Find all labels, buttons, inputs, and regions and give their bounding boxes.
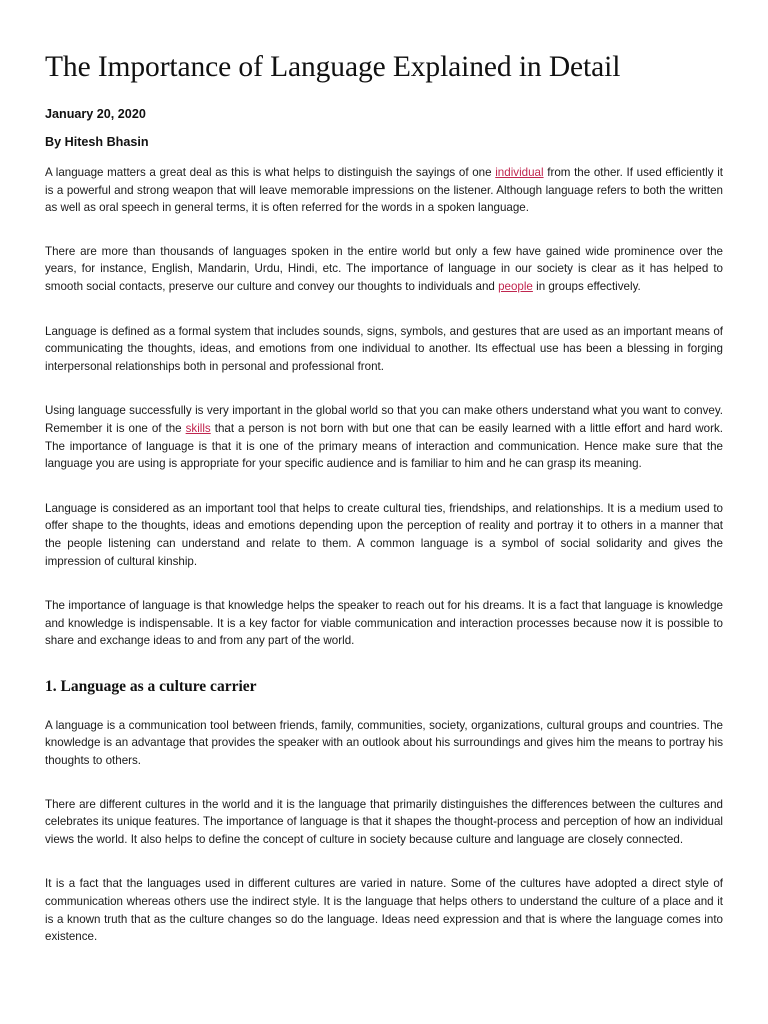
paragraph-3: Language is defined as a formal system that includes sounds, signs, symbols, and gestures that are used as an important means of communicating the thoughts, ideas, and emotions from one individual to another. Its effectual use has been a blessing in forging interpersonal relationships both in personal and professional front. — [45, 324, 723, 373]
paragraph-6: The importance of language is that knowledge helps the speaker to reach out for his dreams. It is a fact that language is knowledge and knowledge is indispensable. It is a key factor for viable communication and interaction processes because now it is possible to share and exchange ideas to and from any part of the world. — [45, 599, 723, 648]
section-1-paragraph-1: A language is a communication tool between friends, family, communities, society, organizations, cultural groups and countries. The knowledge is an advantage that provides the speaker with an outlook about his surroundings and gives him the means to portray his thoughts to others. — [45, 718, 723, 768]
paragraph-4-text-end: that a person is not born with but one that can be easily learned with a little effort and hard work. The importance of language is that it is one of the primary means of interaction and communication. Hence make sure that the language you are using is appropriate for your specific audience and is familiar to him and he can grasp its meaning. — [45, 421, 723, 471]
publish-date: January 20, 2020 — [45, 107, 146, 121]
section-1-paragraph-3: It is a fact that the languages used in different cultures are varied in nature. Some of the cultures have adopted a direct style of communication whereas others use the indirect style. It is the language that helps others to understand the culture of a place and it is a known truth that as the culture changes so do the language. Ideas need expression and that is where the language comes into existence. — [45, 877, 723, 944]
paragraph-2 — [45, 243, 723, 296]
paragraph-4-text-start: Using language successfully is very important in the global world so that you can make others understand what you want to convey. Remember it is one of the — [45, 404, 723, 435]
paragraph-2-text-end: in groups effectively. — [532, 279, 641, 293]
link-individual[interactable]: individual — [495, 166, 544, 179]
article-title: The Importance of Language Explained in Detail — [45, 51, 621, 83]
link-skills[interactable]: skills — [185, 421, 211, 435]
paragraph-4 — [45, 402, 723, 472]
paragraph-2-text-start: There are more than thousands of languages spoken in the entire world but only a few have gained wide prominence over the years, for instance, English, Mandarin, Urdu, Hindi, etc. The importance of language in our society is clear as it has helped to smooth social contacts, preserve our culture and convey our thoughts to individuals and — [45, 244, 723, 293]
author-byline: By Hitesh Bhasin — [45, 135, 149, 149]
paragraph-5: Language is considered as an important tool that helps to create cultural ties, friendships, and relationships. It is a medium used to offer shape to the thoughts, ideas and emotions depending upon the perception of reality and portray it to others in a manner that the people listening can understand and relate to them. A common language is a symbol of social solidarity and gives the impression of cultural kinship. — [45, 501, 723, 568]
section-1-paragraph-2: There are different cultures in the world and it is the language that primarily distinguishes the differences between the cultures and celebrates its unique features. The importance of language is that it shapes the thought-process and perception of how an individual views the world. It also helps to define the concept of culture in society because culture and language are closely connected. — [45, 797, 723, 846]
paragraph-1 — [45, 164, 723, 217]
paragraph-1-text-end: from the other. If used efficiently it is a powerful and strong weapon that will leave memorable impressions on the listener. Although language refers to both the written as well as oral speech in general terms, it is often referred for the words in a spoken language. — [45, 166, 724, 215]
section-heading-culture-carrier: 1. Language as a culture carrier — [45, 677, 257, 695]
paragraph-1-text-start: A language matters a great deal as this is what helps to distinguish the sayings of one — [45, 166, 496, 179]
link-people[interactable]: people — [498, 279, 533, 293]
article — [45, 50, 723, 946]
